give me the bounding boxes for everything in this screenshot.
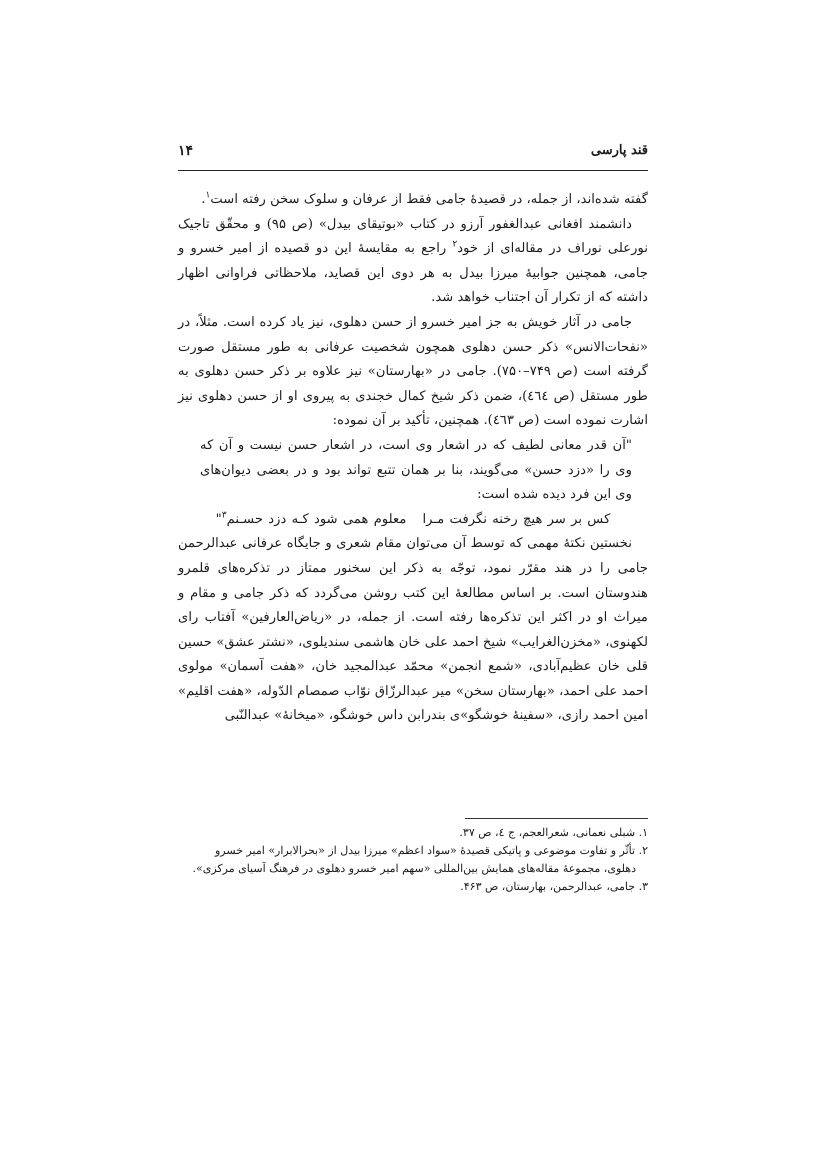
running-head: قند پارسی [590,143,648,158]
paragraph-2-text-a: دانشمند افغانی عبدالغفور آرزو در کتاب «بوتیقای بیدل» (ص ۹۵) و محقّق تاجیک نورعلی نوراف در مقاله‌ای از خود [178,216,648,257]
paragraph-3: جامی در آثار خویش به جز امیر خسرو از حسن دهلوی، نیز یاد کرده است. مثلاً، در «نفحات‌الانس» ذکر حسن دهلوی همچون شخصیت عرفانی به طور مستقل صورت گرفته است (ص ۷۴۹–۷۵۰). جامی در «بهارستان» نیز علاوه بر ذکر حسن دهلوی به طور مستقل (ص ٤٦٤)، ضمن ذکر شیخ کمال خجندی به پیروی او از حسن دهلوی نیز اشارت نموده است (ص ٤٦٣). همچنین، تأکید بر آن نموده: [178,314,648,429]
verse-line [178,508,648,533]
footnote-ref-2: ۲ [452,239,458,250]
page-number: ۱۴ [178,143,194,159]
verse-hemistich-2: معلوم همی شود کـه دزد حسـنم [226,511,407,527]
paragraph-4: نخستین نکتهٔ مهمی که توسط آن می‌توان مقام شعری و جایگاه عرفانی عبدالرحمن جامی را در هند مقرّر نمود، توجّه به ذکر این سخنور ممتاز در تذکره‌های قلمرو هندوستان است. بر اساس مطالعهٔ این کتب روشن می‌گردد که ذکر جامی و مقام و میراث او در اکثر این تذکره‌ها رفته است. از جمله، در «ریاض‌العارفین» آفتاب رای لکهنوی، «مخزن‌الغرایب» شیخ احمد علی خان هاشمی سندیلوی، «نشتر عشق» حسین قلی خان عظیم‌آبادی، «شمع انجمن» محمّد عبدالمجید خان، «هفت آسمان» مولوی احمد علی احمد، «بهارستان سخن» میر عبدالرزّاق نوّاب صمصام الدّوله، «هفت اقلیم» امین احمد رازی، «سفینهٔ خوشگو»ی بندرابن داس خوشگو، «میخانهٔ» عبدالنّبی [178,536,648,724]
page-header [178,143,648,167]
verse-close-quote: " [215,511,222,527]
block-quote: "آن قدر معانی لطیف که در اشعار وی است، در اشعار حسن نیست و آن که وی را «دزد حسن» می‌گویند، بنا بر همان تتبع تواند بود و در بعضی دیوان‌های وی این فرد دیده شده است: [200,437,632,503]
footnote-ref-1: ۱ [205,190,211,201]
footnote-rule [465,818,648,819]
footnotes [178,824,648,896]
footnote-2-continued: دهلوی، مجموعهٔ مقاله‌های همایش بین‌المللی «سهم امیر خسرو دهلوی در فرهنگ آسیای مرکزی». [192,862,636,875]
footnote-ref-3: ۳ [221,510,227,521]
footnote-1: ۱. شبلی نعمانی، شعرالعجم، ج ٤، ص ۳۷. [459,826,648,839]
footnote-3: ۳. جامی، عبدالرحمن، بهارستان، ص ۴۶۳. [460,880,648,893]
paragraph-1-text: گفته شده‌اند، از جمله، در قصیدهٔ جامی فقط از عرفان و سلوک سخن رفته است [210,192,648,207]
paragraph-2-text-b: راجع به مقایسهٔ این دو قصیده از امیر خسرو و جامی، همچنین جوابیهٔ میرزا بیدل به هر دوی این قصاید، ملاحظاتی فراوانی اظهار داشته که از تکرار آن اجتناب خواهد شد. [178,241,648,306]
paragraph-1 [178,188,648,213]
body-text [178,188,648,729]
footnote-2: ۲. تأثّر و تفاوت موضوعی و پاتیکی قصیدهٔ «سواد اعظم» میرزا بیدل از «بحرالابرار» امیر خسرو [215,844,648,857]
header-rule [178,170,648,171]
paragraph-1-end: . [201,192,206,207]
paragraph-2 [178,213,648,311]
verse-hemistich-1: کس بر سر هیچ رخنه نگرفت مـرا [422,511,611,527]
